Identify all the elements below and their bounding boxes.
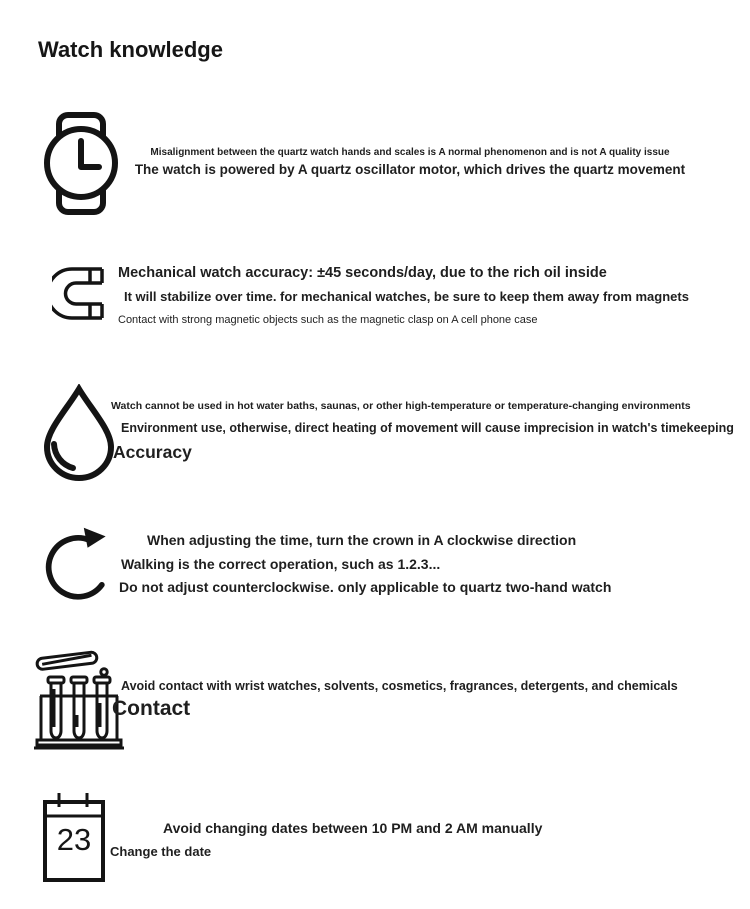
section-magnet-line-1: Mechanical watch accuracy: ±45 seconds/day, due to the rich oil inside [118, 265, 607, 281]
magnet-icon [52, 266, 104, 321]
section-quartz-line-1: Misalignment between the quartz watch hands and scales is A normal phenomenon and is not A quality issue [150, 147, 670, 158]
section-chemicals-line-1: Avoid contact with wrist watches, solvents, cosmetics, fragrances, detergents, and chemicals [121, 679, 678, 693]
test-tubes-icon [34, 645, 124, 750]
water-drop-icon [38, 384, 120, 481]
section-clockwise-line-2: Walking is the correct operation, such as 1.2.3... [121, 556, 441, 572]
section-chemicals-heading: Contact [112, 697, 191, 720]
calendar-day-number: 23 [56, 822, 92, 857]
section-temperature-line-2: Environment use, otherwise, direct heating of movement will cause imprecision in watch's timekeeping [121, 421, 734, 435]
section-temperature-heading: Accuracy [113, 442, 192, 462]
page-title: Watch knowledge [38, 37, 223, 62]
section-date-line-2: Change the date [110, 844, 212, 859]
section-temperature-line-1: Watch cannot be used in hot water baths, saunas, or other high-temperature or temperature-changing environments [111, 400, 691, 412]
section-clockwise-line-3: Do not adjust counterclockwise. only applicable to quartz two-hand watch [119, 579, 612, 595]
section-quartz-line-2: The watch is powered by A quartz oscillator motor, which drives the quartz movement [134, 162, 686, 177]
section-date-line-1: Avoid changing dates between 10 PM and 2 AM manually [163, 820, 543, 836]
clockwise-arrow-icon [42, 521, 118, 603]
section-magnet-line-2: It will stabilize over time. for mechanical watches, be sure to keep them away from magnets [124, 289, 689, 304]
section-clockwise-line-1: When adjusting the time, turn the crown in A clockwise direction [147, 532, 577, 548]
wrist-watch-icon [40, 112, 122, 215]
section-magnet-line-3: Contact with strong magnetic objects such as the magnetic clasp on A cell phone case [118, 314, 538, 326]
